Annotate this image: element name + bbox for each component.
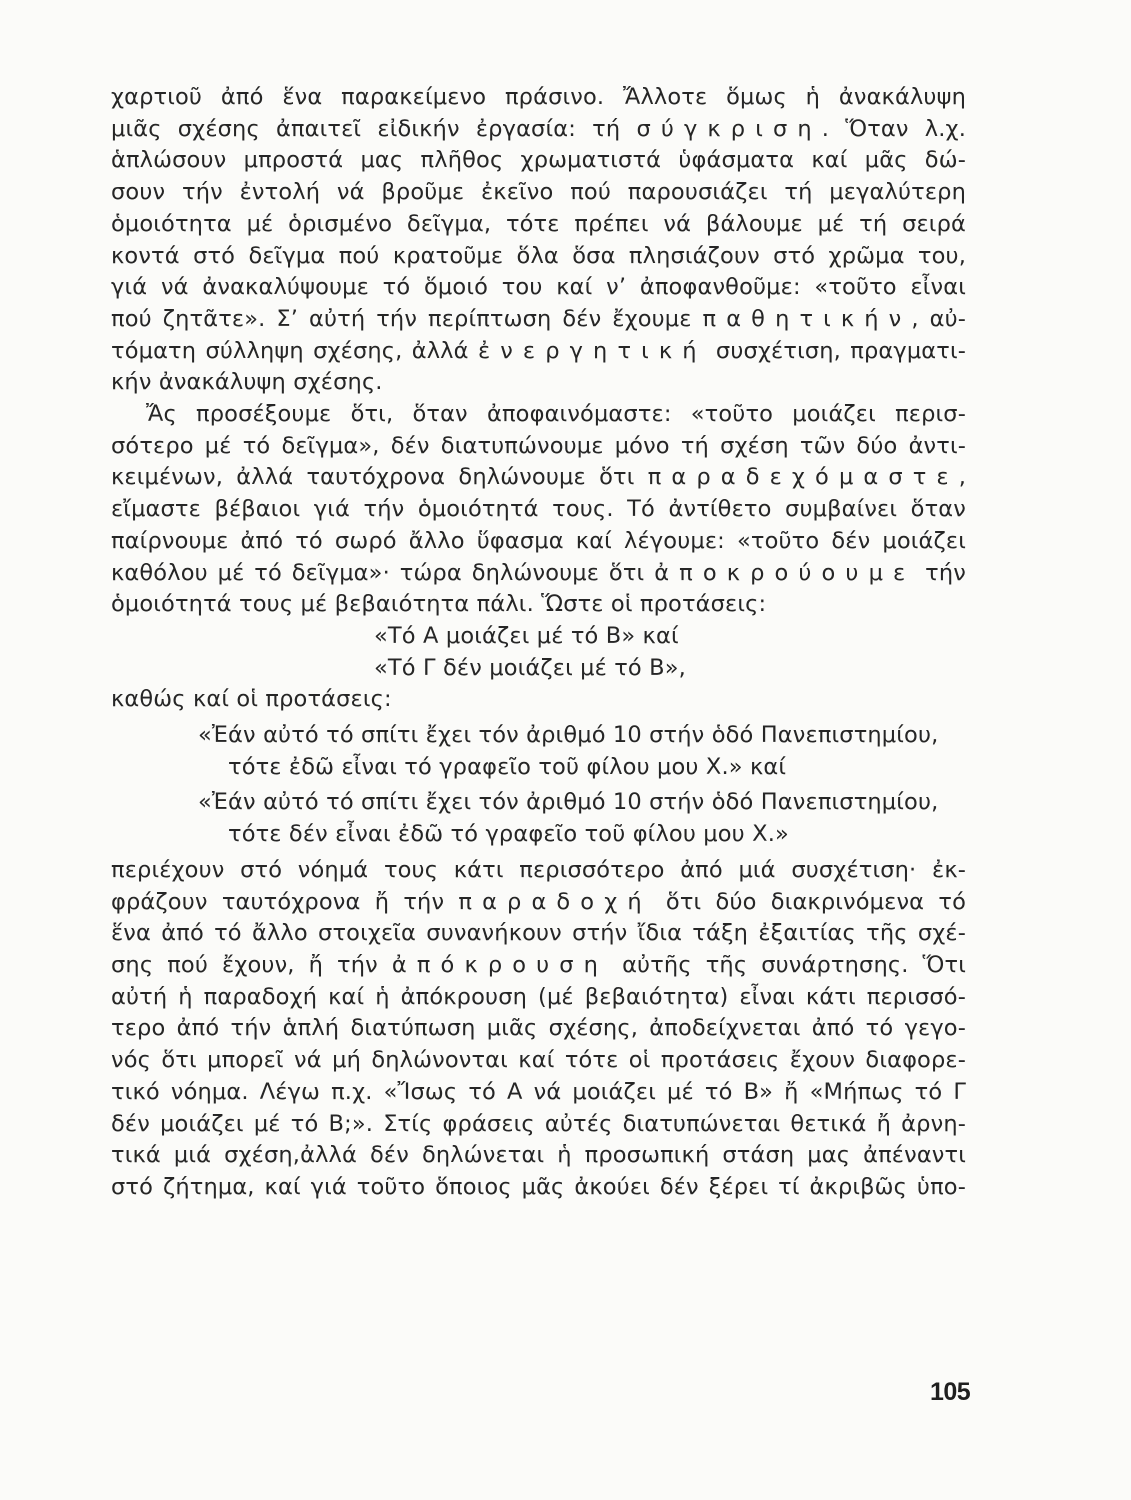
text-line: κήν ἀνακάλυψη σχέσης. [111,369,383,396]
text-line: στό ζήτημα, καί γιά τοῦτο ὅποιος μᾶς ἀκούει δέν ξέρει τί ἀκριβῶς ὑπο- [111,1173,966,1200]
spaced-emphasis: παραδεχόμαστε [647,464,959,491]
text-line: Ἄς προσέξουμε ὅτι, ὅταν ἀποφαινόμαστε: «τοῦτο μοιάζει περισ- [146,401,966,428]
spaced-emphasis: ἀπόκρουση [391,951,609,978]
main-text [111,82,966,1204]
text-line: τικά μιά σχέση,ἀλλά δέν δηλώνεται ἡ προσωπική στάση μας ἀπέναντι [111,1142,966,1169]
text-line: περιέχουν στό νόημά τους κάτι περισσότερο ἀπό μιά συσχέτιση· ἐκ- [111,856,966,883]
paragraph-1 [111,82,966,399]
text-line: τόματη σύλληψη σχέσης, ἀλλά ἐνεργητική συσχέτιση, πραγματι- [111,337,967,364]
text-line: σότερο μέ τό δεῖγμα», δέν διατυπώνουμε μόνο τή σχέση τῶν δύο ἀντι- [111,432,966,459]
spaced-emphasis: παραδοχή [458,888,652,915]
text-line: σουν τήν ἐντολή νά βροῦμε ἐκεῖνο πού παρουσιάζει τή μεγαλύτερη [111,179,966,206]
text-line: νός ὅτι μπορεῖ νά μή δηλώνονται καί τότε οἱ προτάσεις ἔχουν διαφορε- [111,1047,966,1074]
quote-line: τότε ἐδῶ εἶναι τό γραφεῖο τοῦ φίλου μου Χ.» καί [228,753,787,780]
quote-line: «Ἐάν αὐτό τό σπίτι ἔχει τόν ἀριθμό 10 στήν ὁδό Πανεπιστημίου, [198,722,939,749]
quote-line: «Τό Γ δέν μοιάζει μέ τό Β», [374,654,686,681]
text-line: τερο ἀπό τήν ἁπλή διατύπωση μιᾶς σχέσης, ἀποδείχνεται ἀπό τό γεγο- [111,1015,966,1042]
text-line: ὁμοιότητά τους μέ βεβαιότητα πάλι. Ὥστε οἱ προτάσεις: [111,591,767,618]
spaced-emphasis: ἐνεργητική [477,337,707,364]
text-line: κοντά στό δεῖγμα πού κρατοῦμε ὅλα ὅσα πλησιάζουν στό χρῶμα του, [111,242,966,269]
text-line: σης πού ἔχουν, ἤ τήν ἀπόκρουση αὐτῆς τῆς συνάρτησης. Ὅτι [111,951,966,978]
spaced-emphasis: σύγκριση [636,115,822,142]
text-line: τικό νόημα. Λέγω π.χ. «Ἴσως τό Α νά μοιάζει μέ τό Β» ἤ «Μήπως τό Γ [111,1078,966,1105]
spaced-emphasis: παθητικήν [702,305,912,332]
page-number: 105 [930,1378,971,1406]
text-line: εἴμαστε βέβαιοι γιά τήν ὁμοιότητά τους. Τό ἀντίθετο συμβαίνει ὅταν [111,496,966,523]
quote-line: «Ἐάν αὐτό τό σπίτι ἔχει τόν ἀριθμό 10 στήν ὁδό Πανεπιστημίου, [198,789,939,816]
spaced-emphasis: ἀποκρούουμε [654,559,916,586]
quote-line: τότε δέν εἶναι ἐδῶ τό γραφεῖο τοῦ φίλου μου Χ.» [228,821,789,848]
text-line: ὁμοιότητα μέ ὁρισμένο δεῖγμα, τότε πρέπει νά βάλουμε μέ τή σειρά [111,210,966,237]
quoted-propositions [111,621,966,855]
paragraph-2 [111,399,966,621]
text-line: δέν μοιάζει μέ τό Β;». Στίς φράσεις αὐτές διατυπώνεται θετικά ἤ ἀρνη- [111,1110,966,1137]
quote-line: «Τό Α μοιάζει μέ τό Β» καί [374,622,679,649]
text-line: καθώς καί οἱ προτάσεις: [111,686,392,713]
text-line: ἁπλώσουν μπροστά μας πλῆθος χρωματιστά ὑφάσματα καί μᾶς δώ- [111,147,966,174]
text-line: φράζουν ταυτόχρονα ἤ τήν παραδοχή ὅτι δύο διακρινόμενα τό [111,888,966,915]
text-line: καθόλου μέ τό δεῖγμα»· τώρα δηλώνουμε ὅτι ἀποκρούουμε τήν [111,559,966,586]
text-line: κειμένων, ἀλλά ταυτόχρονα δηλώνουμε ὅτι παραδεχόμαστε, [111,464,966,491]
text-line: γιά νά ἀνακαλύψουμε τό ὅμοιό του καί ν’ ἀποφανθοῦμε: «τοῦτο εἶναι [111,274,966,301]
text-line: πού ζητᾶτε». Σ’ αὐτή τήν περίπτωση δέν ἔχουμε παθητικήν, αὐ- [111,305,967,332]
text-line: χαρτιοῦ ἀπό ἕνα παρακείμενο πράσινο. Ἄλλοτε ὅμως ἡ ἀνακάλυψη [111,84,966,110]
text-line: ἕνα ἀπό τό ἄλλο στοιχεῖα συνανήκουν στήν ἴδια τάξη ἐξαιτίας τῆς σχέ- [111,920,966,947]
text-line: αὐτή ἡ παραδοχή καί ἡ ἀπόκρουση (μέ βεβαιότητα) εἶναι κάτι περισσό- [111,983,966,1010]
text-line: παίρνουμε ἀπό τό σωρό ἄλλο ὕφασμα καί λέγουμε: «τοῦτο δέν μοιάζει [111,527,966,554]
text-line: μιᾶς σχέσης ἀπαιτεῖ εἰδικήν ἐργασία: τή σύγκριση. Ὅταν λ.χ. [111,115,966,142]
paragraph-3 [111,855,966,1204]
